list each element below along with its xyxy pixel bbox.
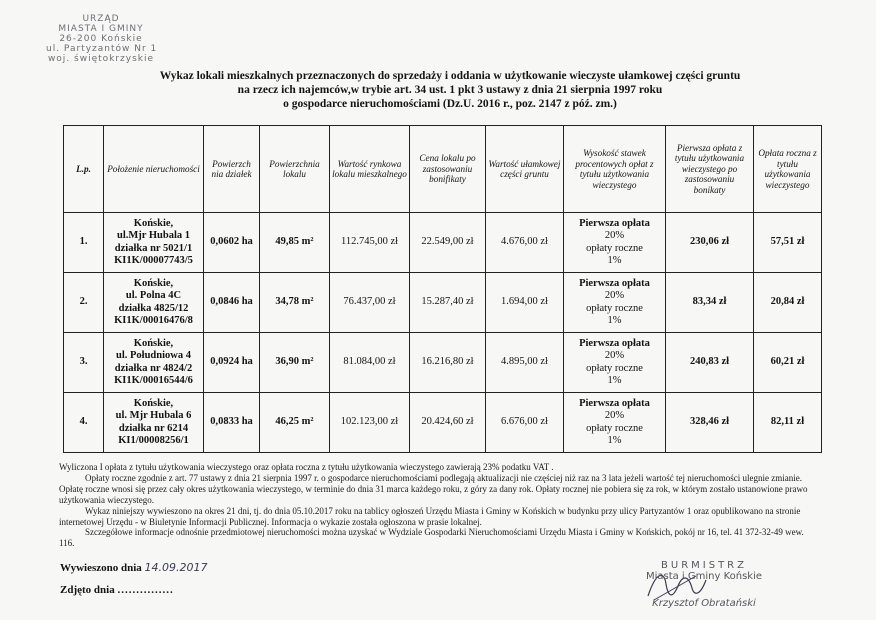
header-cell: Wartość ułamkowej części gruntu — [486, 126, 564, 213]
location-street: ul. Mjr Hubala 6 — [115, 410, 192, 421]
notes-section — [59, 462, 821, 549]
stamp-line: MIASTA I GMINY — [58, 24, 144, 34]
plot-area-cell: 0,0924 ha — [204, 333, 260, 393]
stamp-line: ul. Partyzantów Nr 1 — [46, 44, 158, 54]
location-town: Końskie, — [133, 217, 174, 229]
removed-dots: ............... — [117, 584, 174, 596]
market-value-cell: 81.084,00 zł — [330, 333, 410, 393]
rate-first-value: 20% — [604, 290, 625, 301]
location-register: KI1K/00016476/8 — [114, 315, 193, 326]
lp-cell: 2. — [64, 273, 104, 333]
header-cell: L.p. — [64, 126, 104, 213]
office-stamp — [46, 14, 156, 64]
first-fee-cell: 83,34 zł — [666, 273, 754, 333]
header-cell: Powierzchnia lokalu — [260, 126, 330, 213]
signature-name: Krzysztof Obratański — [652, 598, 756, 609]
location-cell — [104, 333, 204, 393]
plot-area-cell: 0,0846 ha — [204, 273, 260, 333]
rate-first-label: Pierwsza opłata — [579, 277, 650, 289]
unit-area-cell: 49,85 m² — [260, 213, 330, 273]
annual-fee-cell: 60,21 zł — [754, 333, 822, 393]
rate-annual-label: opłaty roczne — [586, 242, 643, 254]
header-cell: Położenie nieruchomości — [104, 126, 204, 213]
rate-cell — [564, 393, 666, 453]
table-row — [64, 213, 822, 273]
location-cell — [104, 273, 204, 333]
table-header-row — [64, 126, 822, 213]
rate-first-value: 20% — [604, 350, 625, 361]
lp-cell: 1. — [64, 213, 104, 273]
lp-cell: 4. — [64, 393, 104, 453]
price-cell: 15.287,40 zł — [410, 273, 486, 333]
rate-cell — [564, 273, 666, 333]
signature-block — [624, 560, 784, 609]
price-cell: 16.216,80 zł — [410, 333, 486, 393]
rate-annual-value: 1% — [607, 255, 622, 266]
annual-fee-cell: 57,51 zł — [754, 213, 822, 273]
header-cell: Pierwsza opłata z tytułu użytkowania wieczystego po zastosowaniu bonikaty — [666, 126, 754, 213]
signature-office: Miasta i Gminy Końskie — [645, 571, 763, 582]
rate-first-label: Pierwsza opłata — [579, 337, 650, 349]
rate-first-value: 20% — [604, 410, 625, 421]
note-posting: Wykaz niniejszy wywieszono na okres 21 dni, tj. do dnia 05.10.2017 roku na tablicy ogłoszeń Urzędu Miasta i Gminy w Końskich w budynku przy ulicy Partyzantów 1 oraz opublikowano na stronie internetowej Urzędu - w Biuletynie Informacji Publicznej. Informacja o wykazie została ogłoszona w prasie lokalnej. — [59, 505, 801, 527]
first-fee-cell: 240,83 zł — [666, 333, 754, 393]
header-cell: Opłata roczna z tytułu użytkowania wieczystego — [754, 126, 822, 213]
rate-annual-value: 1% — [607, 315, 622, 326]
table-row — [64, 333, 822, 393]
first-fee-cell: 230,06 zł — [666, 213, 754, 273]
location-plot: działka 4825/12 — [118, 302, 189, 314]
location-town: Końskie, — [133, 337, 174, 349]
rate-annual-value: 1% — [607, 435, 622, 446]
location-cell — [104, 393, 204, 453]
header-cell: Cena lokalu po zastosowaniu bonifikaty — [410, 126, 486, 213]
header-cell: Wartość rynkowa lokalu mieszkalnego — [330, 126, 410, 213]
rate-cell — [564, 213, 666, 273]
removed-date-line — [60, 584, 174, 596]
rate-annual-label: opłaty roczne — [586, 362, 643, 374]
unit-area-cell: 34,78 m² — [260, 273, 330, 333]
rate-first-label: Pierwsza opłata — [579, 397, 650, 409]
first-fee-cell: 328,46 zł — [666, 393, 754, 453]
location-town: Końskie, — [133, 397, 174, 409]
note-annual-fees: Opłaty roczne zgodnie z art. 77 ustawy z dnia 21 sierpnia 1997 r. o gospodarce nieruchomościami podlegają aktualizacji nie częściej niż raz na 3 lata jeżeli wartość tej nieruchomości ulegnie zmianie. Opłatę roczne wnosi się przez cały okres użytkowania wieczystego, w terminie do dnia 31 marca każdego roku, z góry za dany rok. Opłaty rocznej nie pobiera się za rok, w którym zostało ustanowione prawo użytkowania wieczystego. — [59, 472, 808, 505]
removed-label: Zdjęto dnia — [60, 584, 115, 596]
rate-annual-label: opłaty roczne — [586, 302, 643, 314]
location-plot: działka nr 4824/2 — [114, 362, 193, 374]
location-plot: działka nr 6214 — [118, 422, 189, 434]
plot-area-cell: 0,0833 ha — [204, 393, 260, 453]
location-street: ul. Południowa 4 — [116, 350, 191, 361]
header-cell: Powierzch nia działek — [204, 126, 260, 213]
location-cell — [104, 213, 204, 273]
location-plot: działka nr 5021/1 — [114, 242, 193, 254]
title-line: Wykaz lokali mieszkalnych przeznaczonych do sprzedaży i oddania w użytkowanie wieczyste ułamkowej części gruntu — [159, 70, 741, 82]
rate-annual-label: opłaty roczne — [586, 422, 643, 434]
location-street: ul. Polna 4C — [125, 290, 182, 301]
location-street: ul.Mjr Hubala 1 — [116, 230, 191, 241]
header-cell: Wysokość stawek procentowych opłat z tytułu użytkowania wieczystego — [564, 126, 666, 213]
document-title — [110, 69, 790, 111]
market-value-cell: 102.123,00 zł — [330, 393, 410, 453]
note-contact: Szczegółowe informacje odnośnie przedmiotowej nieruchomości można uzyskać w Wydziale Gospodarki Nieruchomościami Urzędu Miasta i Gminy w Końskich, pokój nr 16, tel. 41 372-32-49 wew. 116. — [59, 527, 804, 549]
table-row — [64, 273, 822, 333]
land-value-cell: 4.676,00 zł — [486, 213, 564, 273]
rate-cell — [564, 333, 666, 393]
annual-fee-cell: 82,11 zł — [754, 393, 822, 453]
rate-first-label: Pierwsza opłata — [579, 217, 650, 229]
location-town: Końskie, — [133, 277, 174, 289]
location-register: KI1/00008256/1 — [118, 435, 189, 446]
signature-title: BURMISTRZ — [661, 560, 747, 571]
unit-area-cell: 36,90 m² — [260, 333, 330, 393]
land-value-cell: 6.676,00 zł — [486, 393, 564, 453]
market-value-cell: 76.437,00 zł — [330, 273, 410, 333]
posted-date: 14.09.2017 — [144, 561, 208, 574]
stamp-line: 26-200 Końskie — [59, 34, 143, 44]
rate-annual-value: 1% — [607, 375, 622, 386]
land-value-cell: 4.895,00 zł — [486, 333, 564, 393]
location-register: KI1K/00007743/5 — [114, 255, 193, 266]
note-vat: Wyliczona I opłata z tytułu użytkowania wieczystego oraz opłata roczna z tytułu użytkowania wieczystego zawierają 23% podatku VAT . — [59, 462, 554, 472]
table-row — [64, 393, 822, 453]
price-cell: 22.549,00 zł — [410, 213, 486, 273]
unit-area-cell: 46,25 m² — [260, 393, 330, 453]
market-value-cell: 112.745,00 zł — [330, 213, 410, 273]
plot-area-cell: 0,0602 ha — [204, 213, 260, 273]
stamp-line: URZĄD — [82, 14, 120, 24]
price-cell: 20.424,60 zł — [410, 393, 486, 453]
annual-fee-cell: 20,84 zł — [754, 273, 822, 333]
stamp-line: woj. świętokrzyskie — [47, 54, 155, 64]
location-register: KI1K/00016544/6 — [114, 375, 193, 386]
posted-date-line — [60, 561, 208, 574]
title-line: o gospodarce nieruchomościami (Dz.U. 2016 r., poz. 2147 z póź. zm.) — [283, 98, 617, 110]
rate-first-value: 20% — [604, 230, 625, 241]
land-value-cell: 1.694,00 zł — [486, 273, 564, 333]
property-table — [63, 125, 822, 453]
posted-label: Wywieszono dnia — [60, 562, 142, 574]
lp-cell: 3. — [64, 333, 104, 393]
title-line: na rzecz ich najemców,w trybie art. 34 ust. 1 pkt 3 ustawy z dnia 21 sierpnia 1997 roku — [237, 84, 663, 96]
